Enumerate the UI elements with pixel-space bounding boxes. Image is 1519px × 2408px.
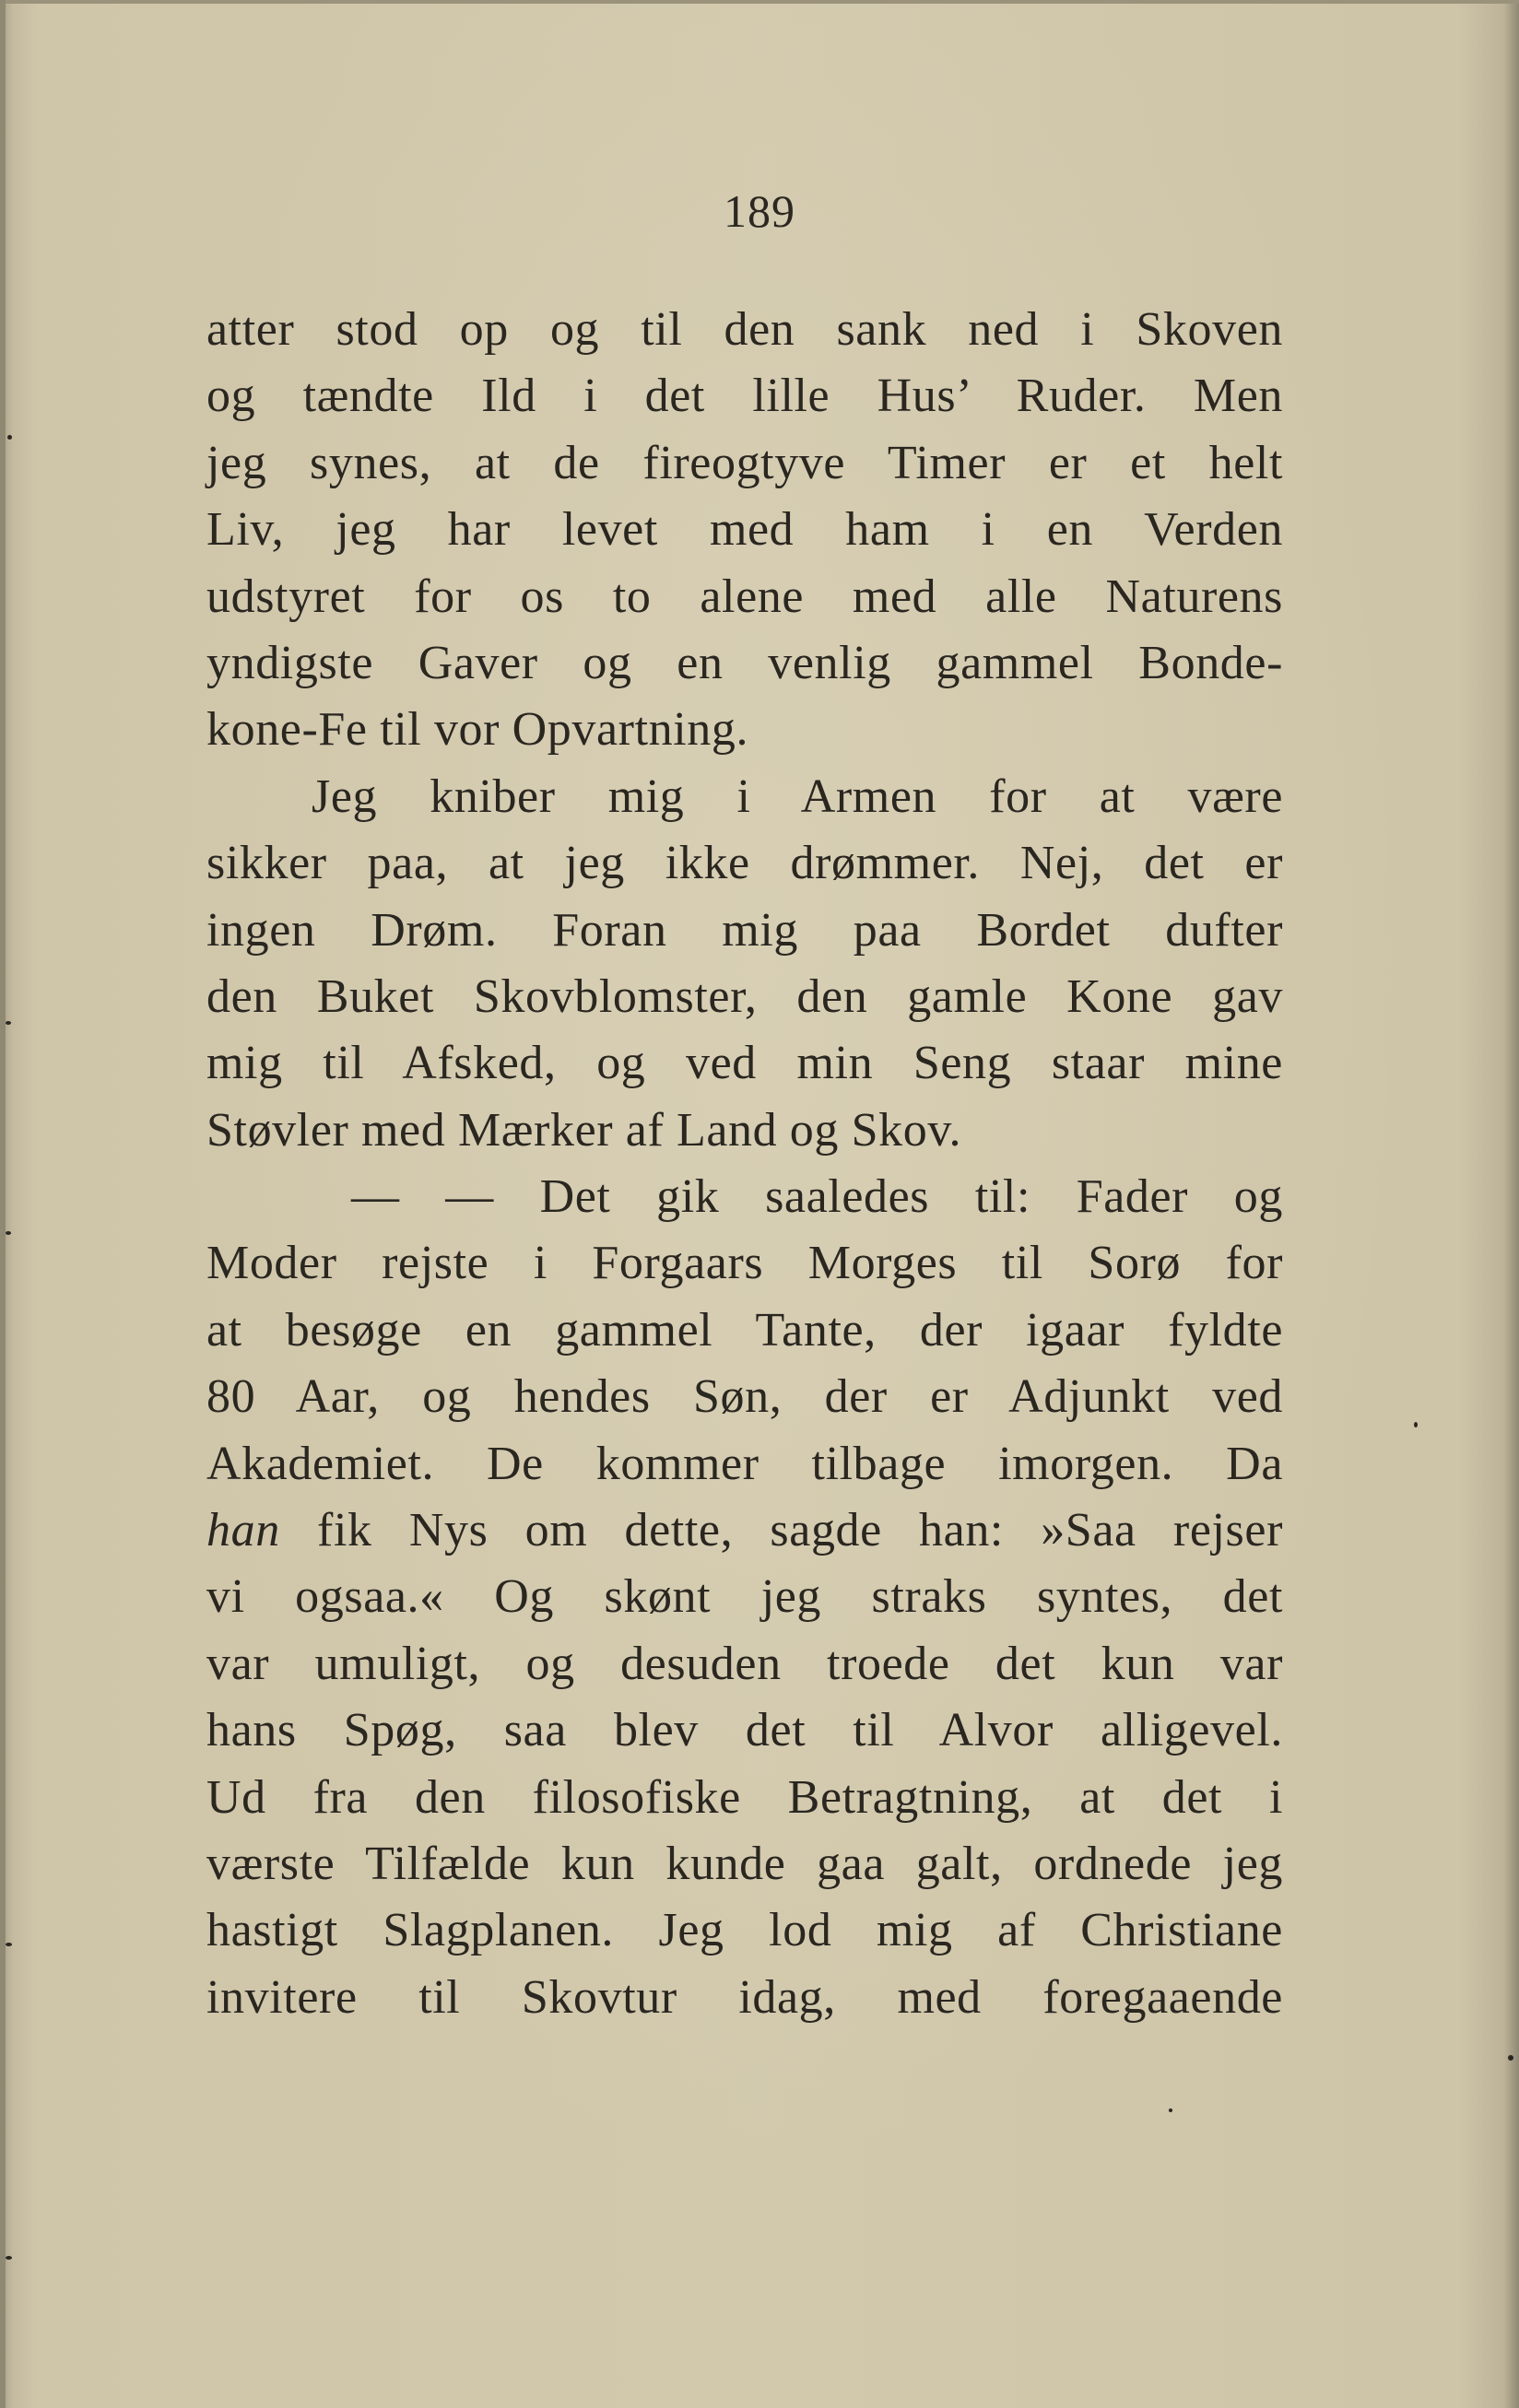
page-top-edge — [0, 0, 1519, 4]
text-line: ingen Drøm. Foran mig paa Bordet dufter — [206, 903, 1283, 957]
text-line: hans Spøg, saa blev det til Alvor alligevel. — [206, 1704, 1283, 1757]
paper-speck — [6, 1021, 11, 1025]
paper-speck — [6, 1943, 12, 1946]
text-line: Liv, jeg har levet med ham i en Verden — [206, 503, 1283, 557]
text-line: invitere til Skovtur idag, med foregaaende — [206, 1970, 1283, 2024]
text-line: den Buket Skovblomster, den gamle Kone gav — [206, 969, 1283, 1023]
text-line: vi ogsaa.« Og skønt jeg straks syntes, det — [206, 1570, 1283, 1624]
text-line: atter stod op og til den sank ned i Skoven — [206, 303, 1283, 356]
text-line: at besøge en gammel Tante, der igaar fyldte — [206, 1303, 1283, 1357]
text-line: var umuligt, og desuden troede det kun var — [206, 1637, 1283, 1690]
page-number: 189 — [724, 185, 795, 237]
text-line: — — Det gik saaledes til: Fader og — [351, 1170, 1283, 1224]
text-line: Støvler med Mærker af Land og Skov. — [206, 1103, 962, 1157]
text-line: Akademiet. De kommer tilbage imorgen. Da — [206, 1437, 1283, 1490]
text-line: mig til Afsked, og ved min Seng staar mine — [206, 1037, 1283, 1090]
text-line: yndigste Gaver og en venlig gammel Bonde- — [206, 636, 1283, 689]
page-left-edge — [0, 0, 6, 2408]
text-line: jeg synes, at de fireogtyve Timer er et helt — [206, 436, 1283, 489]
text-line: værste Tilfælde kun kunde gaa galt, ordnede jeg — [206, 1837, 1283, 1890]
text-line: Ud fra den filosofiske Betragtning, at det i — [206, 1770, 1283, 1824]
text-line: kone-Fe til vor Opvartning. — [206, 703, 749, 757]
body-text — [206, 297, 1283, 2031]
text-line: Moder rejste i Forgaars Morges til Sorø for — [206, 1237, 1283, 1290]
text-line: og tændte Ild i det lille Hus’ Ruder. Men — [206, 370, 1283, 423]
text-line: hastigt Slagplanen. Jeg lod mig af Christiane — [206, 1904, 1283, 1957]
paper-speck — [1414, 1422, 1418, 1427]
text-line: Jeg kniber mig i Armen for at være — [312, 769, 1283, 823]
text-line: udstyret for os to alene med alle Naturens — [206, 570, 1283, 623]
paper-speck — [1508, 2055, 1513, 2061]
text-line: sikker paa, at jeg ikke drømmer. Nej, det er — [206, 837, 1283, 890]
paper-speck — [1169, 2108, 1172, 2112]
text-line-rest: fik Nys om dette, sagde han: »Saa rejser — [279, 1504, 1283, 1557]
paper-speck — [6, 1231, 11, 1235]
text-line — [206, 1498, 1283, 1564]
paper-speck — [6, 2256, 12, 2260]
italic-word: han — [206, 1504, 280, 1557]
text-line: 80 Aar, og hendes Søn, der er Adjunkt ved — [206, 1370, 1283, 1424]
paper-speck — [7, 435, 12, 440]
